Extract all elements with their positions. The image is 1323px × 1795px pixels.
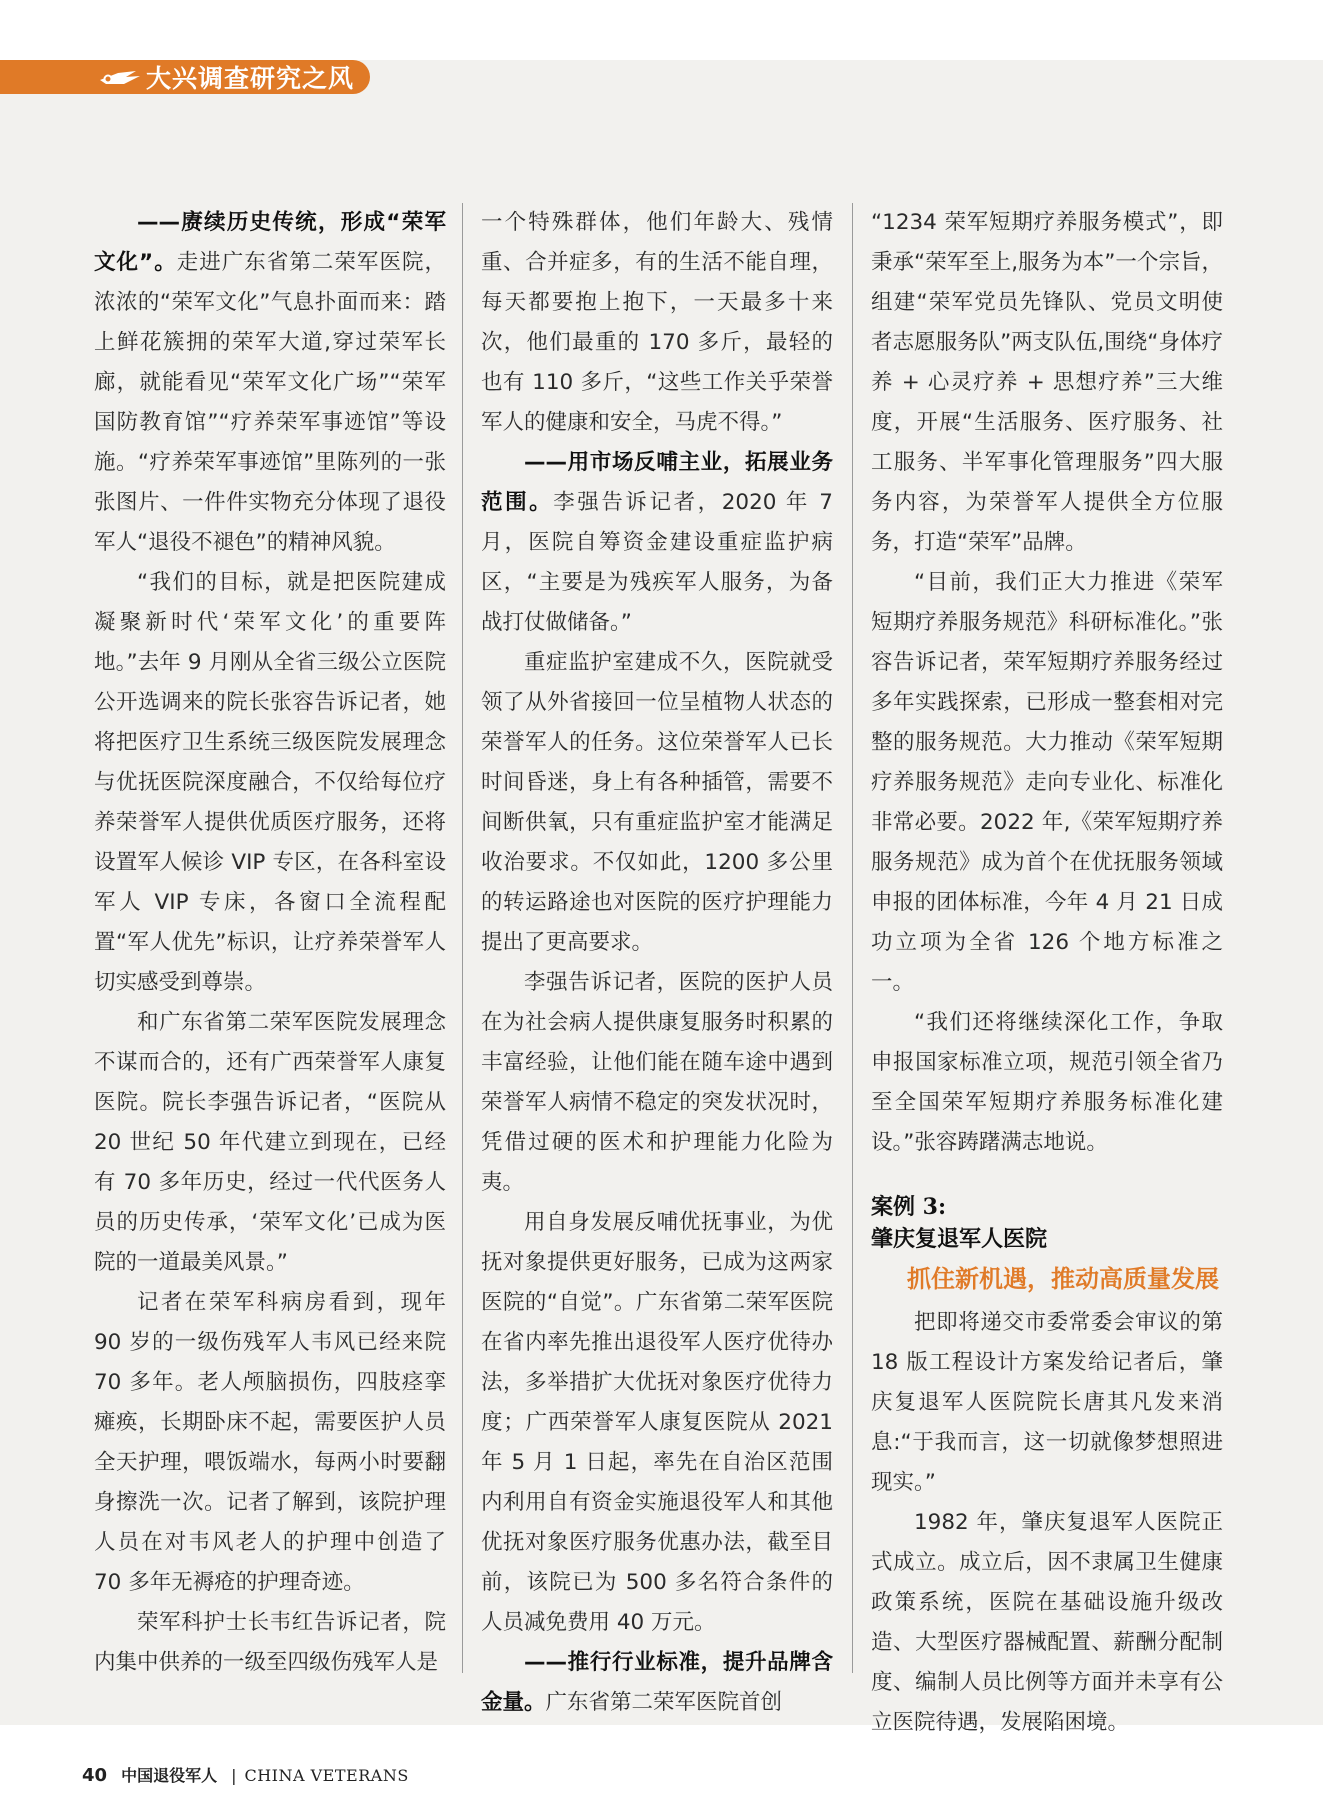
paragraph: 一个特殊群体，他们年龄大、残情重、合并症多，有的生活不能自理，每天都要抱上抱下，一天最多十来次，他们最重的 170 多斤，最轻的也有 110 多斤，“这些工作关乎荣誉军人的健康和安全，马虎不得。”: [481, 210, 833, 435]
magazine-name: 中国退役军人: [121, 1766, 218, 1785]
subheading: ——推行行业标准，提升品牌含金量。: [481, 1650, 833, 1715]
column-2: [481, 203, 833, 1723]
subheading: ——赓续历史传统，形成“荣军文化”。: [94, 210, 446, 275]
magazine-name-english: CHINA VETERANS: [244, 1766, 409, 1785]
paragraph: “我们还将继续深化工作，争取申报国家标准立项，规范引领全省乃至全国荣军短期疗养服务标准化建设。”张容踌躇满志地说。: [871, 1010, 1223, 1155]
paragraph: 记者在荣军科病房看到，现年 90 岁的一级伤残军人韦风已经来院 70 多年。老人颅脑损伤，四肢痉挛瘫痪，长期卧床不起，需要医护人员全天护理，喂饭端水，每两小时要翻身擦洗一次。记者了解到，该院护理人员在对韦风老人的护理中创造了 70 多年无褥疮的护理奇迹。: [94, 1290, 446, 1595]
paragraph: 荣军科护士长韦红告诉记者，院内集中供养的一级至四级伤残军人是: [94, 1610, 446, 1675]
paragraph-text: 走进广东省第二荣军医院，浓浓的“荣军文化”气息扑面而来：踏上鲜花簇拥的荣军大道,穿过荣军长廊，就能看见“荣军文化广场”“荣军国防教育馆”“疗养荣军事迹馆”等设施。“疗养荣军事迹馆”里陈列的一张张图片、一件件实物充分体现了退役军人“退役不褪色”的精神风貌。: [94, 250, 446, 555]
subheading: ——用市场反哺主业，拓展业务范围。: [481, 450, 833, 515]
paragraph: 1982 年，肇庆复退军人医院正式成立。成立后，因不隶属卫生健康政策系统，医院在基础设施升级改造、大型医疗器械配置、薪酬分配制度、编制人员比例等方面并未享有公立医院待遇，发展陷困境。: [871, 1510, 1223, 1735]
flying-arrow-icon: [96, 62, 144, 92]
paragraph: [481, 443, 833, 643]
section-banner: [0, 60, 370, 94]
paragraph: “目前，我们正大力推进《荣军短期疗养服务规范》科研标准化。”张容告诉记者，荣军短期疗养服务经过多年实践探索，已形成一整套相对完整的服务规范。大力推动《荣军短期疗养服务规范》走向专业化、标准化非常必要。2022 年,《荣军短期疗养服务规范》成为首个在优抚服务领域申报的团体标准，今年 4 月 21 日成功立项为全省 126 个地方标准之一。: [871, 570, 1223, 995]
paragraph: [94, 203, 446, 563]
column-divider: [462, 203, 463, 1673]
paragraph-text: 广东省第二荣军医院首创: [545, 1690, 783, 1715]
footer-separator: |: [231, 1766, 237, 1785]
paragraph-text: 李强告诉记者，2020 年 7 月，医院自筹资金建设重症监护病区，“主要是为残疾军人服务，为备战打仗做储备。”: [481, 490, 833, 635]
paragraph: 李强告诉记者，医院的医护人员在为社会病人提供康复服务时积累的丰富经验，让他们能在随车途中遇到荣誉军人病情不稳定的突发状况时，凭借过硬的医术和护理能力化险为夷。: [481, 970, 833, 1195]
paragraph: “1234 荣军短期疗养服务模式”，即秉承“荣军至上,服务为本”一个宗旨，组建“荣军党员先锋队、党员文明使者志愿服务队”两支队伍,围绕“身体疗养 + 心灵疗养 + 思想疗养”三大维度，开展“生活服务、医疗服务、社工服务、半军事化管理服务”四大服务内容，为荣誉军人提供全方位服务，打造“荣军”品牌。: [871, 210, 1223, 555]
column-divider: [852, 203, 853, 1673]
case-subtitle: 抓住新机遇，推动高质量发展: [907, 1265, 1219, 1293]
case-heading: [871, 1191, 1223, 1255]
section-title: 大兴调查研究之风: [146, 64, 355, 93]
paragraph: “我们的目标，就是把医院建成凝聚新时代‘荣军文化’的重要阵地。”去年 9 月刚从全省三级公立医院公开选调来的院长张容告诉记者，她将把医疗卫生系统三级医院发展理念与优抚医院深度融合，不仅给每位疗养荣誉军人提供优质医疗服务，还将设置军人候诊 VIP 专区，在各科室设军人 VIP 专床，各窗口全流程配置“军人优先”标识，让疗养荣誉军人切实感受到尊崇。: [94, 570, 446, 995]
case-label: 案例 3:: [871, 1194, 947, 1220]
paragraph: 重症监护室建成不久，医院就受领了从外省接回一位呈植物人状态的荣誉军人的任务。这位荣誉军人已长时间昏迷，身上有各种插管，需要不间断供氧，只有重症监护室才能满足收治要求。不仅如此，1200 多公里的转运路途也对医院的医疗护理能力提出了更高要求。: [481, 650, 833, 955]
paragraph: [481, 1643, 833, 1723]
paragraph: 用自身发展反哺优抚事业，为优抚对象提供更好服务，已成为这两家医院的“自觉”。广东省第二荣军医院在省内率先推出退役军人医疗优待办法，多举措扩大优抚对象医疗优待力度；广西荣誉军人康复医院从 2021 年 5 月 1 日起，率先在自治区范围内利用自有资金实施退役军人和其他优抚对象医疗服务优惠办法，截至目前，该院已为 500 多名符合条件的人员减免费用 40 万元。: [481, 1210, 833, 1635]
case-name: 肇庆复退军人医院: [871, 1226, 1048, 1252]
page-number: 40: [82, 1765, 108, 1786]
column-3: [871, 203, 1223, 1743]
paragraph: 把即将递交市委常委会审议的第 18 版工程设计方案发给记者后，肇庆复退军人医院院长唐其凡发来消息:“于我而言，这一切就像梦想照进现实。”: [871, 1310, 1223, 1495]
column-1: [94, 203, 446, 1683]
paragraph: 和广东省第二荣军医院发展理念不谋而合的，还有广西荣誉军人康复医院。院长李强告诉记者，“医院从 20 世纪 50 年代建立到现在，已经有 70 多年历史，经过一代代医务人员的历史传承，‘荣军文化’已成为医院的一道最美风景。”: [94, 1010, 446, 1275]
page-footer: [82, 1763, 409, 1786]
